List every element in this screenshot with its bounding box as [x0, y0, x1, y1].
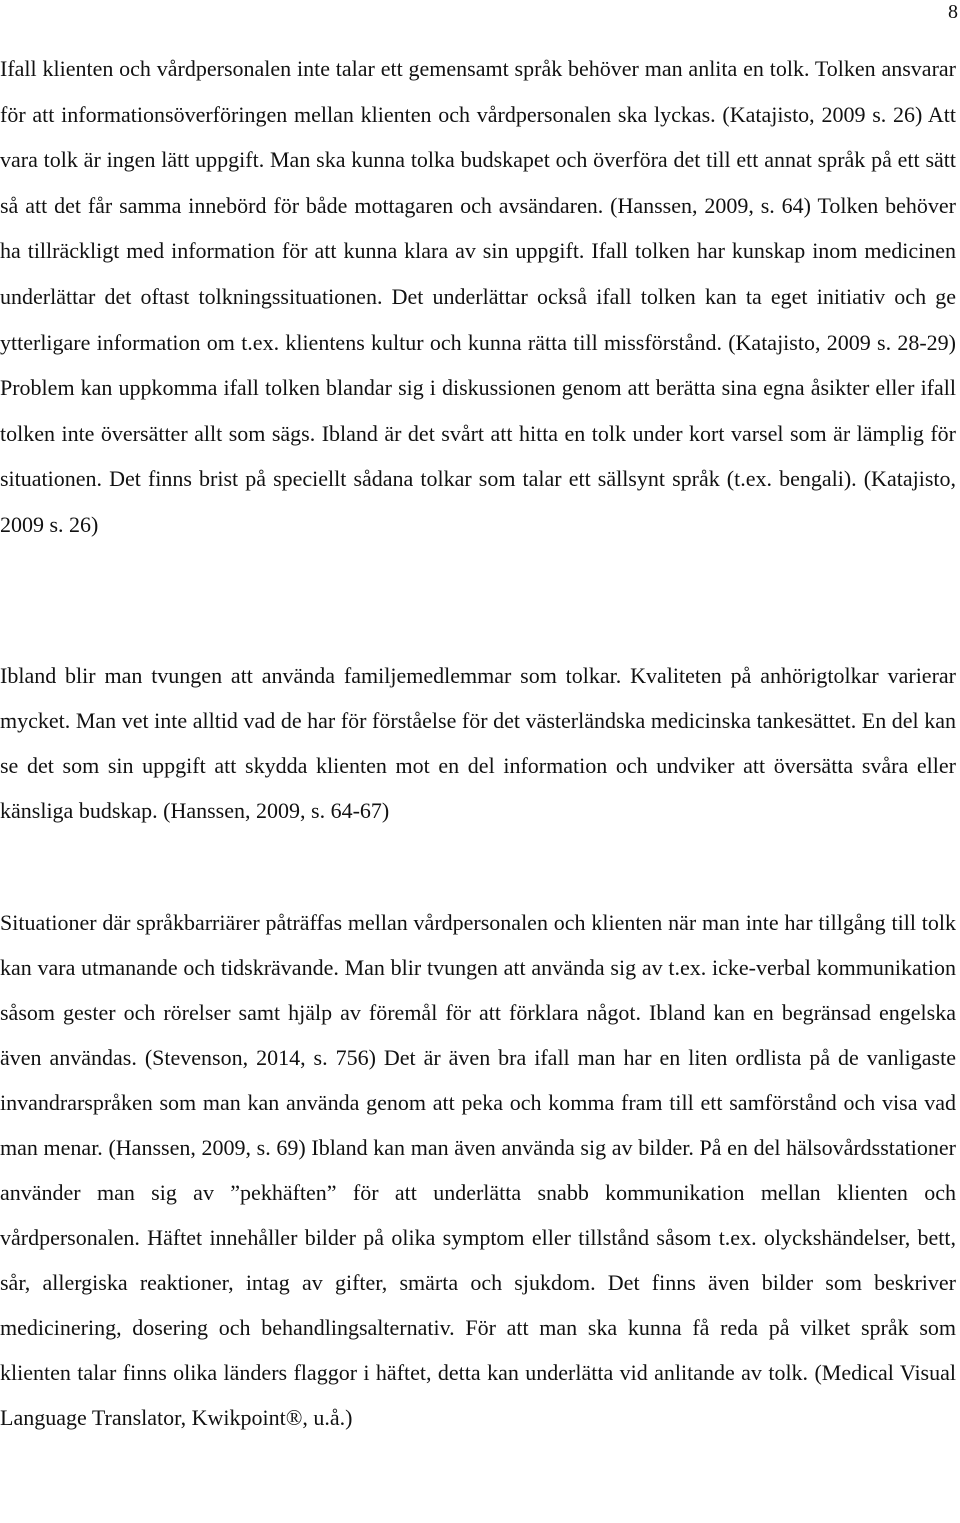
paragraph-family-interpreters: Ibland blir man tvungen att använda familjemedlemmar som tolkar. Kvaliteten på anhörigtolkar varierar mycket. Man vet inte alltid vad de har för förståelse för det västerländska medicinska tankesättet. En del kan se det som sin uppgift att skydda klienten mot en del information och undviker att översätta svåra eller känsliga budskap. (Hanssen, 2009, s. 64-67)	[0, 663, 956, 823]
page-number: 8	[948, 1, 958, 23]
paragraph-interpreters: Ifall klienten och vårdpersonalen inte talar ett gemensamt språk behöver man anlita en tolk. Tolken ansvarar för att informationsöverföringen mellan klienten och vårdpersonalen ska lyckas. (Katajisto, 2009 s. 26) Att vara tolk är ingen lätt uppgift. Man ska kunna tolka budskapet och överföra det till ett annat språk på ett sätt så att det får samma innebörd för både mottagaren och avsändaren. (Hanssen, 2009, s. 64) Tolken behöver ha tillräckligt med information för att kunna klara av sin uppgift. Ifall tolken har kunskap inom medicinen underlättar det oftast tolkningssituationen. Det underlättar också ifall tolken kan ta eget initiativ och ge ytterligare information om t.ex. klientens kultur och kunna rätta till missförstånd. (Katajisto, 2009 s. 28-29) Problem kan uppkomma ifall tolken blandar sig i diskussionen genom att berätta sina egna åsikter eller ifall tolken inte översätter allt som sägs. Ibland är det svårt att hitta en tolk under kort varsel som är lämplig för situationen. Det finns brist på speciellt sådana tolkar som talar ett sällsynt språk (t.ex. bengali). (Katajisto, 2009 s. 26)	[0, 56, 956, 537]
paragraph-language-barriers: Situationer där språkbarriärer påträffas mellan vårdpersonalen och klienten när man inte har tillgång till tolk kan vara utmanande och tidskrävande. Man blir tvungen att använda sig av t.ex. icke-verbal kommunikation såsom gester och rörelser samt hjälp av föremål för att förklara något. Ibland kan en begränsad engelska även användas. (Stevenson, 2014, s. 756) Det är även bra ifall man har en liten ordlista på de vanligaste invandrarspråken som man kan använda genom att peka och komma fram till ett samförstånd och visa vad man menar. (Hanssen, 2009, s. 69) Ibland kan man även använda sig av bilder. På en del hälsovårdsstationer använder man sig av ”pekhäften” för att underlätta snabb kommunikation mellan klienten och vårdpersonalen. Häftet innehåller bilder på olika symptom eller tillstånd såsom t.ex. olyckshändelser, bett, sår, allergiska reaktioner, intag av gifter, smärta och sjukdom. Det finns även bilder som beskriver medicinering, dosering och behandlingsalternativ. För att man ska kunna få reda på vilket språk som klienten talar finns olika länders flaggor i häftet, detta kan underlätta vid anlitande av tolk. (Medical Visual Language Translator, Kwikpoint®, u.å.)	[0, 910, 956, 1430]
